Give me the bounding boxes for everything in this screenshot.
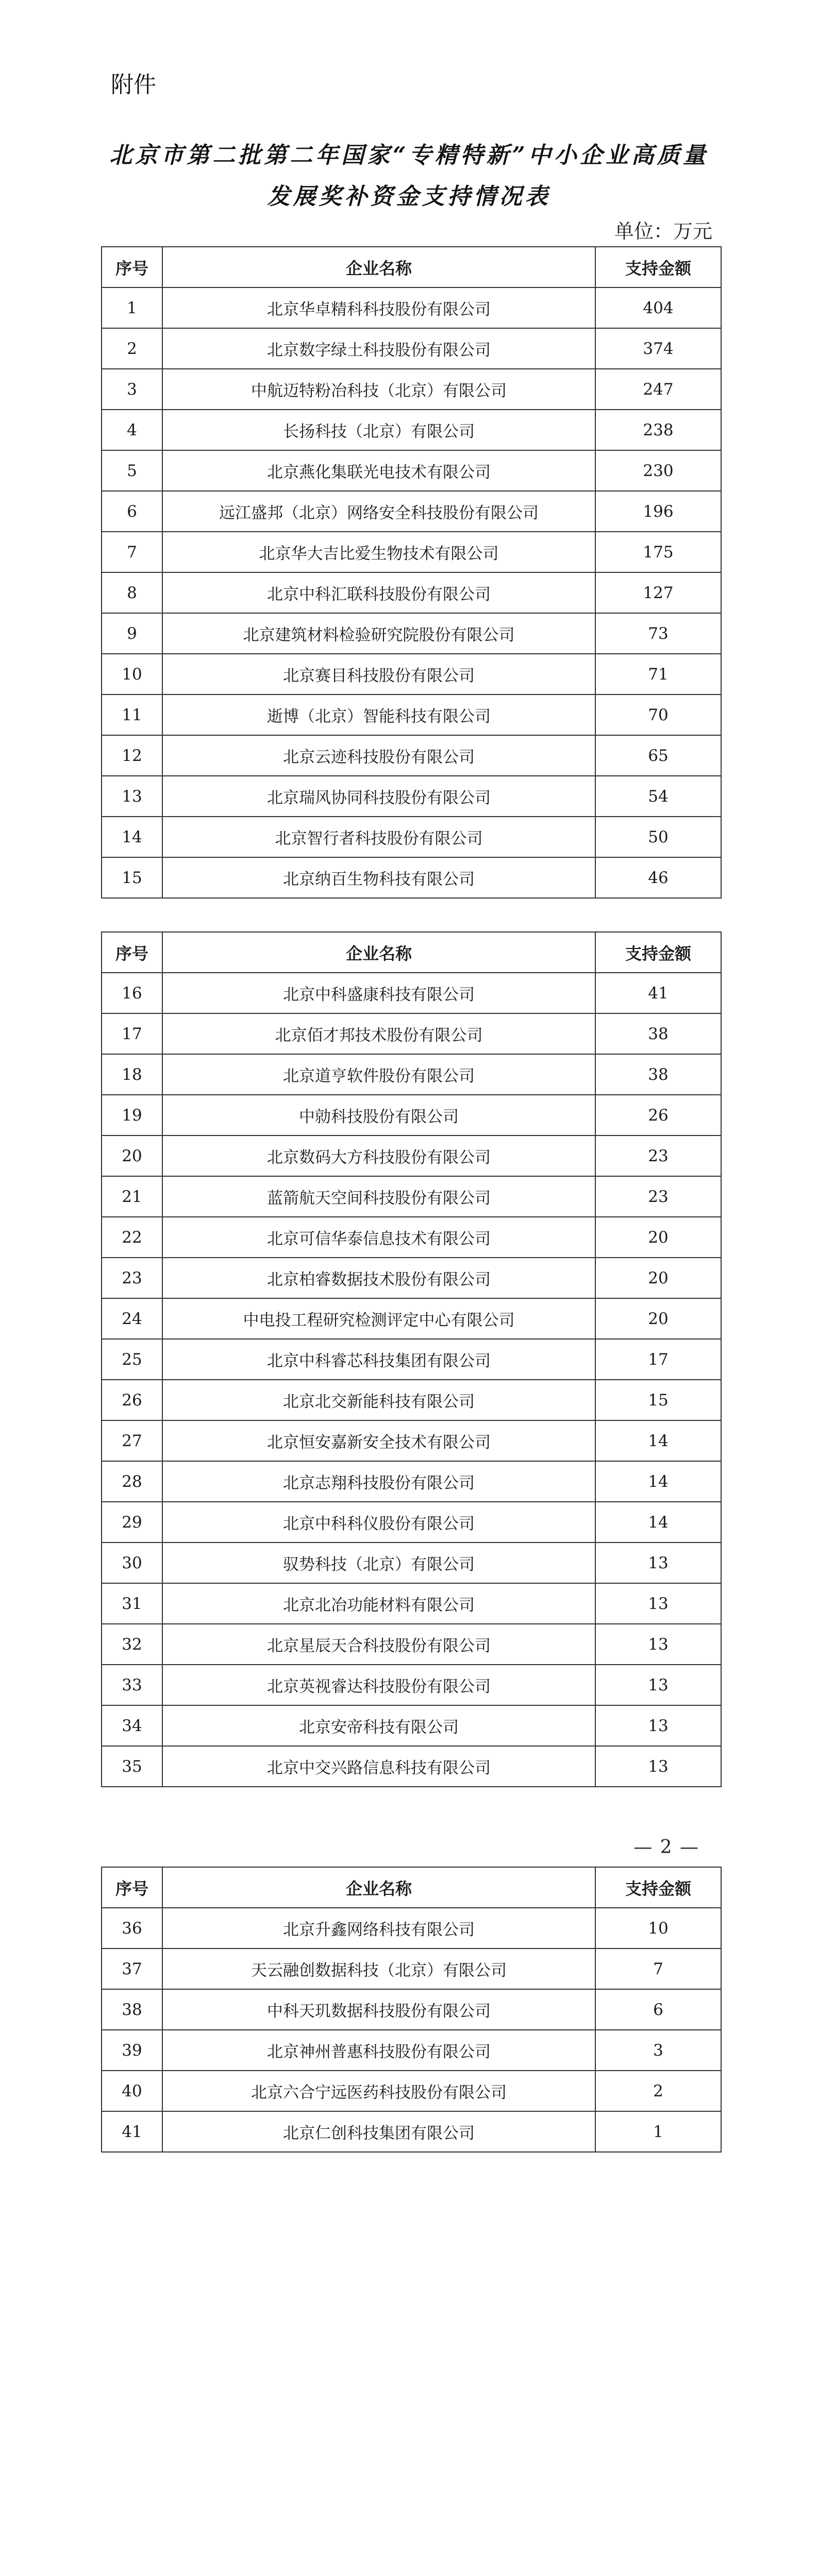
cell-no: 22 bbox=[102, 1217, 162, 1258]
cell-amount: 238 bbox=[595, 410, 721, 450]
cell-no: 1 bbox=[102, 287, 162, 328]
table-row bbox=[102, 328, 721, 369]
column-header-name: 企业名称 bbox=[162, 932, 595, 973]
cell-company-name: 中科天玑数据科技股份有限公司 bbox=[162, 1989, 595, 2030]
cell-company-name: 北京安帝科技有限公司 bbox=[162, 1705, 595, 1746]
cell-no: 13 bbox=[102, 776, 162, 817]
document-title-line-1: 北京市第二批第二年国家“专精特新”中小企业高质量 bbox=[109, 142, 709, 168]
cell-company-name: 中电投工程研究检测评定中心有限公司 bbox=[162, 1298, 595, 1339]
cell-amount: 15 bbox=[595, 1380, 721, 1420]
table-row bbox=[102, 1013, 721, 1054]
table-row bbox=[102, 1746, 721, 1787]
cell-amount: 3 bbox=[595, 2030, 721, 2071]
table-row bbox=[102, 572, 721, 613]
cell-no: 40 bbox=[102, 2071, 162, 2111]
cell-no: 14 bbox=[102, 817, 162, 857]
cell-amount: 46 bbox=[595, 857, 721, 898]
cell-no: 32 bbox=[102, 1624, 162, 1665]
cell-no: 33 bbox=[102, 1665, 162, 1705]
cell-company-name: 北京英视睿达科技股份有限公司 bbox=[162, 1665, 595, 1705]
cell-amount: 2 bbox=[595, 2071, 721, 2111]
cell-no: 38 bbox=[102, 1989, 162, 2030]
cell-no: 16 bbox=[102, 973, 162, 1013]
cell-company-name: 北京华大吉比爱生物技术有限公司 bbox=[162, 532, 595, 572]
cell-no: 39 bbox=[102, 2030, 162, 2071]
cell-company-name: 北京智行者科技股份有限公司 bbox=[162, 817, 595, 857]
table-row bbox=[102, 532, 721, 572]
table-row bbox=[102, 1665, 721, 1705]
cell-company-name: 北京佰才邦技术股份有限公司 bbox=[162, 1013, 595, 1054]
cell-company-name: 北京中科科仪股份有限公司 bbox=[162, 1502, 595, 1543]
cell-no: 11 bbox=[102, 694, 162, 735]
table-row bbox=[102, 369, 721, 410]
cell-no: 36 bbox=[102, 1908, 162, 1948]
column-header-amount: 支持金额 bbox=[595, 247, 721, 287]
cell-amount: 54 bbox=[595, 776, 721, 817]
cell-amount: 13 bbox=[595, 1543, 721, 1583]
cell-no: 23 bbox=[102, 1258, 162, 1298]
cell-company-name: 北京建筑材料检验研究院股份有限公司 bbox=[162, 613, 595, 654]
cell-no: 19 bbox=[102, 1095, 162, 1136]
cell-company-name: 北京可信华泰信息技术有限公司 bbox=[162, 1217, 595, 1258]
cell-company-name: 北京神州普惠科技股份有限公司 bbox=[162, 2030, 595, 2071]
table-row bbox=[102, 1624, 721, 1665]
cell-amount: 38 bbox=[595, 1054, 721, 1095]
cell-company-name: 北京云迹科技股份有限公司 bbox=[162, 735, 595, 776]
cell-company-name: 北京六合宁远医药科技股份有限公司 bbox=[162, 2071, 595, 2111]
cell-no: 25 bbox=[102, 1339, 162, 1380]
table-row bbox=[102, 1380, 721, 1420]
cell-amount: 26 bbox=[595, 1095, 721, 1136]
cell-amount: 404 bbox=[595, 287, 721, 328]
cell-no: 8 bbox=[102, 572, 162, 613]
cell-no: 4 bbox=[102, 410, 162, 450]
table-row bbox=[102, 776, 721, 817]
table-row bbox=[102, 857, 721, 898]
cell-no: 24 bbox=[102, 1298, 162, 1339]
cell-no: 35 bbox=[102, 1746, 162, 1787]
funding-table-part-1 bbox=[101, 246, 722, 899]
cell-amount: 14 bbox=[595, 1420, 721, 1461]
attachment-label: 附件 bbox=[111, 72, 156, 98]
cell-no: 2 bbox=[102, 328, 162, 369]
cell-amount: 65 bbox=[595, 735, 721, 776]
cell-amount: 23 bbox=[595, 1176, 721, 1217]
table-row bbox=[102, 1543, 721, 1583]
cell-amount: 20 bbox=[595, 1258, 721, 1298]
cell-amount: 70 bbox=[595, 694, 721, 735]
cell-no: 3 bbox=[102, 369, 162, 410]
cell-amount: 41 bbox=[595, 973, 721, 1013]
table-row bbox=[102, 973, 721, 1013]
cell-company-name: 北京北交新能科技有限公司 bbox=[162, 1380, 595, 1420]
document-title-line-2: 发展奖补资金支持情况表 bbox=[267, 183, 551, 210]
table-row bbox=[102, 491, 721, 532]
cell-company-name: 远江盛邦（北京）网络安全科技股份有限公司 bbox=[162, 491, 595, 532]
table-row bbox=[102, 1948, 721, 1989]
cell-no: 7 bbox=[102, 532, 162, 572]
cell-amount: 20 bbox=[595, 1217, 721, 1258]
table-row bbox=[102, 1502, 721, 1543]
cell-amount: 73 bbox=[595, 613, 721, 654]
cell-no: 28 bbox=[102, 1461, 162, 1502]
cell-no: 41 bbox=[102, 2111, 162, 2152]
cell-amount: 17 bbox=[595, 1339, 721, 1380]
cell-company-name: 北京中交兴路信息科技有限公司 bbox=[162, 1746, 595, 1787]
cell-no: 10 bbox=[102, 654, 162, 694]
table-header-row bbox=[102, 1867, 721, 1908]
table-row bbox=[102, 1705, 721, 1746]
table-row bbox=[102, 450, 721, 491]
cell-company-name: 北京恒安嘉新安全技术有限公司 bbox=[162, 1420, 595, 1461]
table-row bbox=[102, 1217, 721, 1258]
cell-company-name: 驭势科技（北京）有限公司 bbox=[162, 1543, 595, 1583]
cell-amount: 14 bbox=[595, 1461, 721, 1502]
table-row bbox=[102, 1989, 721, 2030]
cell-company-name: 北京仁创科技集团有限公司 bbox=[162, 2111, 595, 2152]
cell-company-name: 北京华卓精科科技股份有限公司 bbox=[162, 287, 595, 328]
cell-company-name: 蓝箭航天空间科技股份有限公司 bbox=[162, 1176, 595, 1217]
table-row bbox=[102, 410, 721, 450]
cell-company-name: 北京瑞风协同科技股份有限公司 bbox=[162, 776, 595, 817]
table-row bbox=[102, 1095, 721, 1136]
cell-amount: 38 bbox=[595, 1013, 721, 1054]
cell-no: 34 bbox=[102, 1705, 162, 1746]
cell-company-name: 北京升鑫网络科技有限公司 bbox=[162, 1908, 595, 1948]
table-row bbox=[102, 2071, 721, 2111]
cell-company-name: 逝博（北京）智能科技有限公司 bbox=[162, 694, 595, 735]
cell-amount: 13 bbox=[595, 1624, 721, 1665]
table-row bbox=[102, 1908, 721, 1948]
cell-company-name: 北京纳百生物科技有限公司 bbox=[162, 857, 595, 898]
cell-no: 6 bbox=[102, 491, 162, 532]
cell-company-name: 北京中科盛康科技有限公司 bbox=[162, 973, 595, 1013]
cell-company-name: 北京赛目科技股份有限公司 bbox=[162, 654, 595, 694]
cell-company-name: 北京道亨软件股份有限公司 bbox=[162, 1054, 595, 1095]
page-number-2: — 2 — bbox=[633, 1837, 699, 1858]
cell-no: 20 bbox=[102, 1136, 162, 1176]
cell-amount: 7 bbox=[595, 1948, 721, 1989]
table-header-row bbox=[102, 932, 721, 973]
cell-amount: 230 bbox=[595, 450, 721, 491]
cell-company-name: 北京中科汇联科技股份有限公司 bbox=[162, 572, 595, 613]
cell-amount: 127 bbox=[595, 572, 721, 613]
cell-no: 30 bbox=[102, 1543, 162, 1583]
cell-amount: 1 bbox=[595, 2111, 721, 2152]
table-row bbox=[102, 1136, 721, 1176]
cell-company-name: 北京中科睿芯科技集团有限公司 bbox=[162, 1339, 595, 1380]
cell-company-name: 北京燕化集联光电技术有限公司 bbox=[162, 450, 595, 491]
cell-amount: 374 bbox=[595, 328, 721, 369]
cell-company-name: 北京数码大方科技股份有限公司 bbox=[162, 1136, 595, 1176]
cell-company-name: 北京柏睿数据技术股份有限公司 bbox=[162, 1258, 595, 1298]
cell-amount: 71 bbox=[595, 654, 721, 694]
cell-amount: 10 bbox=[595, 1908, 721, 1948]
table-row bbox=[102, 1583, 721, 1624]
table-row bbox=[102, 2111, 721, 2152]
column-header-name: 企业名称 bbox=[162, 1867, 595, 1908]
cell-no: 18 bbox=[102, 1054, 162, 1095]
column-header-no: 序号 bbox=[102, 247, 162, 287]
table-row bbox=[102, 2030, 721, 2071]
table-row bbox=[102, 1461, 721, 1502]
cell-amount: 50 bbox=[595, 817, 721, 857]
cell-amount: 13 bbox=[595, 1583, 721, 1624]
table-row bbox=[102, 735, 721, 776]
table-row bbox=[102, 613, 721, 654]
table-row bbox=[102, 1258, 721, 1298]
cell-no: 27 bbox=[102, 1420, 162, 1461]
cell-no: 26 bbox=[102, 1380, 162, 1420]
table-row bbox=[102, 287, 721, 328]
table-row bbox=[102, 1339, 721, 1380]
cell-company-name: 中勍科技股份有限公司 bbox=[162, 1095, 595, 1136]
cell-company-name: 北京志翔科技股份有限公司 bbox=[162, 1461, 595, 1502]
cell-amount: 13 bbox=[595, 1705, 721, 1746]
table-row bbox=[102, 654, 721, 694]
column-header-amount: 支持金额 bbox=[595, 1867, 721, 1908]
cell-amount: 14 bbox=[595, 1502, 721, 1543]
cell-company-name: 北京数字绿土科技股份有限公司 bbox=[162, 328, 595, 369]
cell-company-name: 中航迈特粉冶科技（北京）有限公司 bbox=[162, 369, 595, 410]
funding-table-part-3 bbox=[101, 1867, 722, 2153]
cell-company-name: 北京北冶功能材料有限公司 bbox=[162, 1583, 595, 1624]
cell-no: 9 bbox=[102, 613, 162, 654]
cell-amount: 20 bbox=[595, 1298, 721, 1339]
cell-no: 17 bbox=[102, 1013, 162, 1054]
cell-no: 29 bbox=[102, 1502, 162, 1543]
table-row bbox=[102, 817, 721, 857]
cell-no: 21 bbox=[102, 1176, 162, 1217]
cell-no: 31 bbox=[102, 1583, 162, 1624]
cell-amount: 13 bbox=[595, 1746, 721, 1787]
cell-no: 12 bbox=[102, 735, 162, 776]
cell-amount: 23 bbox=[595, 1136, 721, 1176]
cell-company-name: 北京星辰天合科技股份有限公司 bbox=[162, 1624, 595, 1665]
cell-company-name: 天云融创数据科技（北京）有限公司 bbox=[162, 1948, 595, 1989]
column-header-no: 序号 bbox=[102, 932, 162, 973]
cell-no: 5 bbox=[102, 450, 162, 491]
cell-amount: 13 bbox=[595, 1665, 721, 1705]
table-row bbox=[102, 1298, 721, 1339]
cell-amount: 196 bbox=[595, 491, 721, 532]
funding-table-part-2 bbox=[101, 931, 722, 1787]
table-row bbox=[102, 1176, 721, 1217]
table-header-row bbox=[102, 247, 721, 287]
cell-no: 37 bbox=[102, 1948, 162, 1989]
cell-amount: 175 bbox=[595, 532, 721, 572]
cell-amount: 6 bbox=[595, 1989, 721, 2030]
cell-company-name: 长扬科技（北京）有限公司 bbox=[162, 410, 595, 450]
cell-amount: 247 bbox=[595, 369, 721, 410]
unit-label: 单位：万元 bbox=[614, 220, 712, 243]
column-header-no: 序号 bbox=[102, 1867, 162, 1908]
table-row bbox=[102, 1054, 721, 1095]
table-row bbox=[102, 694, 721, 735]
cell-no: 15 bbox=[102, 857, 162, 898]
column-header-amount: 支持金额 bbox=[595, 932, 721, 973]
table-row bbox=[102, 1420, 721, 1461]
column-header-name: 企业名称 bbox=[162, 247, 595, 287]
